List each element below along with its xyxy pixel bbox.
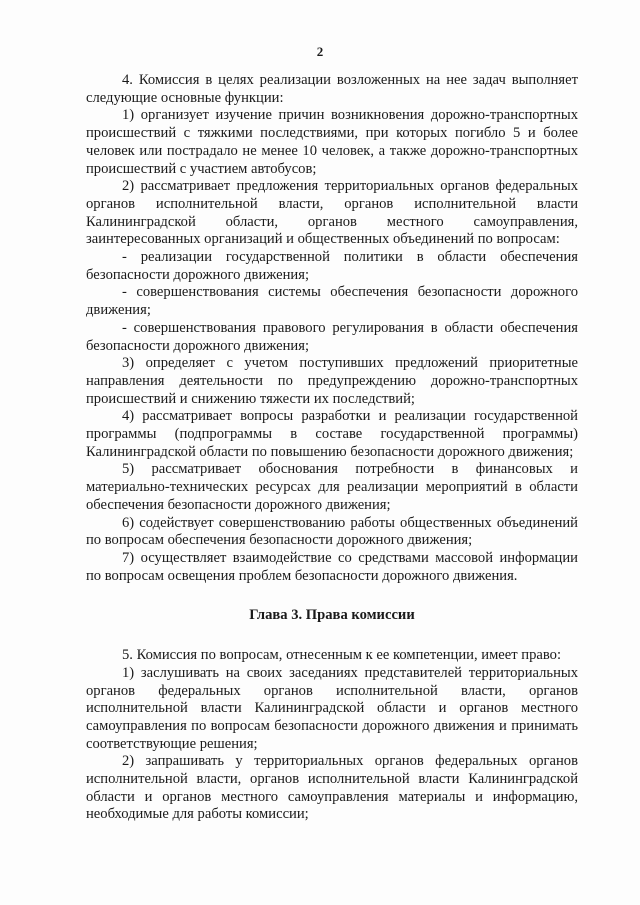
- paragraph-4-intro: 4. Комиссия в целях реализации возложенных на нее задач выполняет следующие основные функции:: [86, 72, 578, 106]
- document-body: [86, 72, 578, 824]
- function-item-2: 2) рассматривает предложения территориальных органов федеральных органов исполнительной власти, органов исполнительной власти Калининградской области, органов местного самоуправления, заинтересованных организаций и общественных объединений по вопросам:: [86, 178, 578, 248]
- function-subitem-system: - совершенствования системы обеспечения безопасности дорожного движения;: [86, 284, 578, 319]
- function-item-1: 1) организует изучение причин возникновения дорожно-транспортных происшествий с тяжкими последствиями, при которых погибло 5 и более человек или пострадало не менее 10 человек, а также дорожно-транспортных происшествий с участием автобусов;: [86, 107, 578, 177]
- function-item-4: 4) рассматривает вопросы разработки и реализации государственной программы (подпрограммы в составе государственной программы) Калининградской области по повышению безопасности дорожного движения;: [86, 408, 578, 460]
- section-functions: [86, 72, 578, 585]
- function-item-7: 7) осуществляет взаимодействие со средствами массовой информации по вопросам освещения проблем безопасности дорожного движения.: [86, 549, 578, 584]
- function-item-5: 5) рассматривает обоснования потребности в финансовых и материально-технических ресурсах для реализации мероприятий в области обеспечения безопасности дорожного движения;: [86, 461, 578, 513]
- function-item-6: 6) содействует совершенствованию работы общественных объединений по вопросам обеспечения безопасности дорожного движения;: [86, 514, 578, 549]
- function-subitem-policy: - реализации государственной политики в области обеспечения безопасности дорожного движения;: [86, 249, 578, 283]
- function-subitem-regulation: - совершенствования правового регулирования в области обеспечения безопасности дорожного движения;: [86, 319, 578, 354]
- paragraph-5-intro: 5. Комиссия по вопросам, отнесенным к ее компетенции, имеет право:: [122, 647, 562, 664]
- function-item-3: 3) определяет с учетом поступивших предложений приоритетные направления деятельности по предупреждению дорожно-транспортных происшествий и снижению тяжести их последствий;: [86, 355, 578, 407]
- right-item-1: 1) заслушивать на своих заседаниях представителей территориальных органов федеральных органов исполнительной власти, органов исполнительной власти Калининградской области и органов местного самоуправления по вопросам безопасности дорожного движения и принимать соответствующие решения;: [86, 664, 578, 752]
- page-number: 2: [316, 44, 324, 59]
- chapter-3-heading: Глава 3. Права комиссии: [249, 607, 415, 624]
- section-rights: [86, 647, 578, 824]
- right-item-2: 2) запрашивать у территориальных органов федеральных органов исполнительной власти, органов исполнительной власти Калининградской области и органов местного самоуправления материалы и информацию, необходимые для работы комиссии;: [86, 753, 578, 823]
